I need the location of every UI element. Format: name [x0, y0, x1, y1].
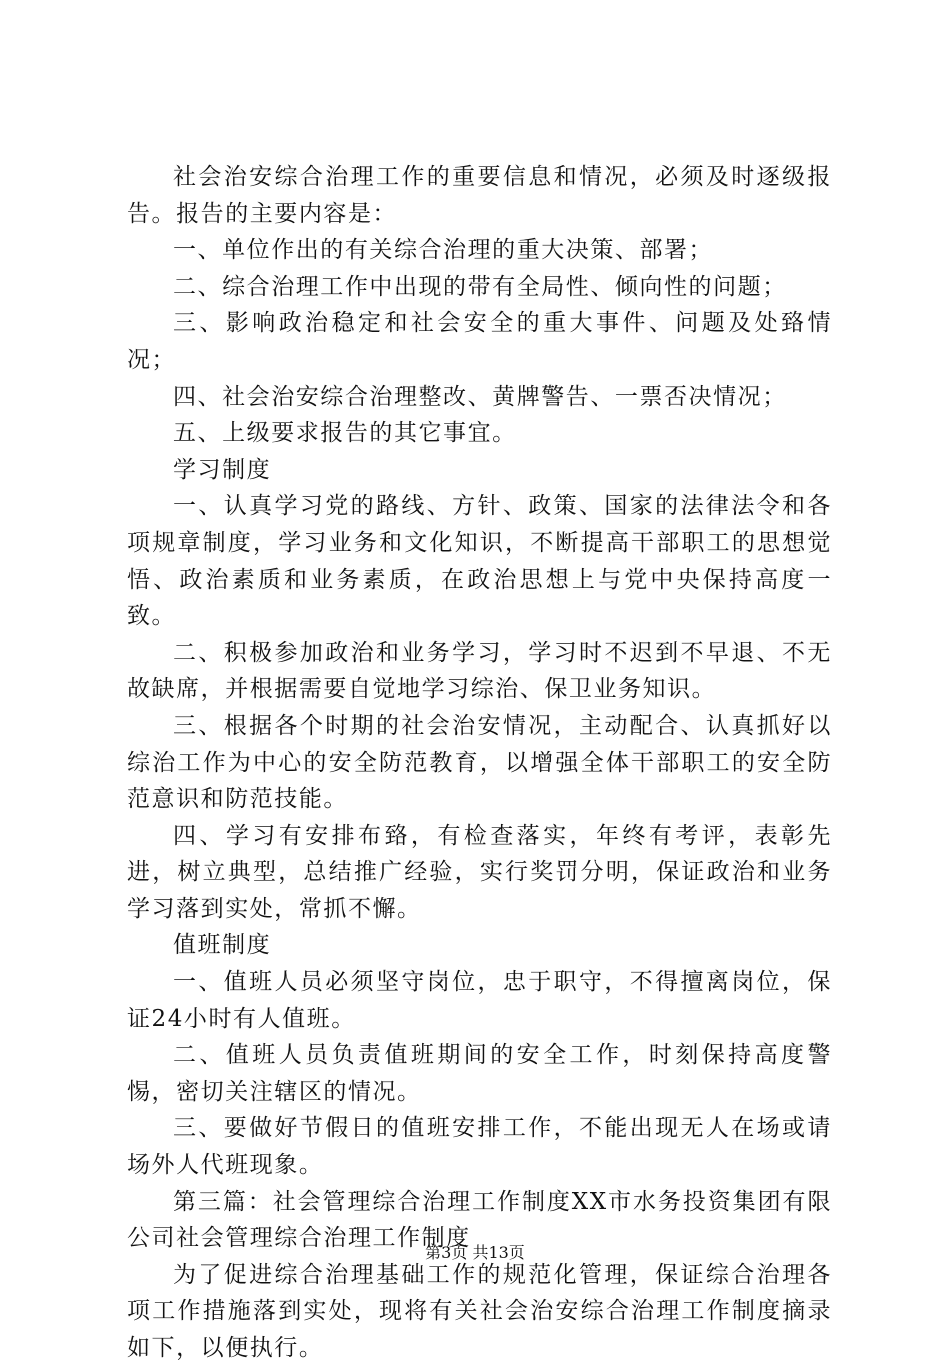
paragraph: 四、学习有安排布臵，有检查落实，年终有考评，表彰先进，树立典型，总结推广经验，实行奖罚分明，保证政治和业务学习落到实处，常抓不懈。 — [127, 822, 832, 922]
paragraph: 二、积极参加政治和业务学习，学习时不迟到不早退、不无故缺席，并根据需要自觉地学习综治、保卫业务知识。 — [127, 639, 832, 703]
section-heading: 学习制度 — [173, 456, 272, 483]
paragraph: 三、影响政治稳定和社会安全的重大事件、问题及处臵情况； — [127, 310, 832, 373]
paragraph: 三、根据各个时期的社会治安情况，主动配合、认真抓好以综治工作为中心的安全防范教育，以增强全体干部职工的安全防范意识和防范技能。 — [127, 712, 832, 813]
chapter-heading: 第三篇：社会管理综合治理工作制度XX市水务投资集团有限公司社会管理综合治理工作制度 — [127, 1188, 832, 1252]
paragraph: 二、综合治理工作中出现的带有全局性、倾向性的问题； — [173, 273, 787, 300]
section-heading: 值班制度 — [173, 932, 272, 959]
page-footer — [0, 1243, 950, 1263]
paragraph: 四、社会治安综合治理整改、黄牌警告、一票否决情况； — [173, 383, 787, 410]
paragraph: 社会治安综合治理工作的重要信息和情况，必须及时逐级报告。报告的主要内容是： — [127, 164, 832, 227]
page-number: 第3页 共13页 — [425, 1243, 525, 1262]
document-body — [127, 159, 832, 1367]
paragraph: 一、值班人员必须坚守岗位，忠于职守，不得擅离岗位，保证24小时有人值班。 — [127, 969, 832, 1032]
paragraph: 一、认真学习党的路线、方针、政策、国家的法律法令和各项规章制度，学习业务和文化知识，不断提高干部职工的思想觉悟、政治素质和业务素质，在政治思想上与党中央保持高度一致。 — [127, 493, 832, 630]
paragraph: 三、要做好节假日的值班安排工作，不能出现无人在场或请场外人代班现象。 — [127, 1115, 832, 1179]
paragraph: 一、单位作出的有关综合治理的重大决策、部署； — [173, 237, 714, 264]
paragraph: 二、值班人员负责值班期间的安全工作，时刻保持高度警惕，密切关注辖区的情况。 — [127, 1042, 832, 1105]
paragraph: 五、上级要求报告的其它事宜。 — [173, 420, 517, 447]
paragraph: 为了促进综合治理基础工作的规范化管理，保证综合治理各项工作措施落到实处，现将有关社会治安综合治理工作制度摘录如下，以便执行。 — [127, 1261, 832, 1361]
